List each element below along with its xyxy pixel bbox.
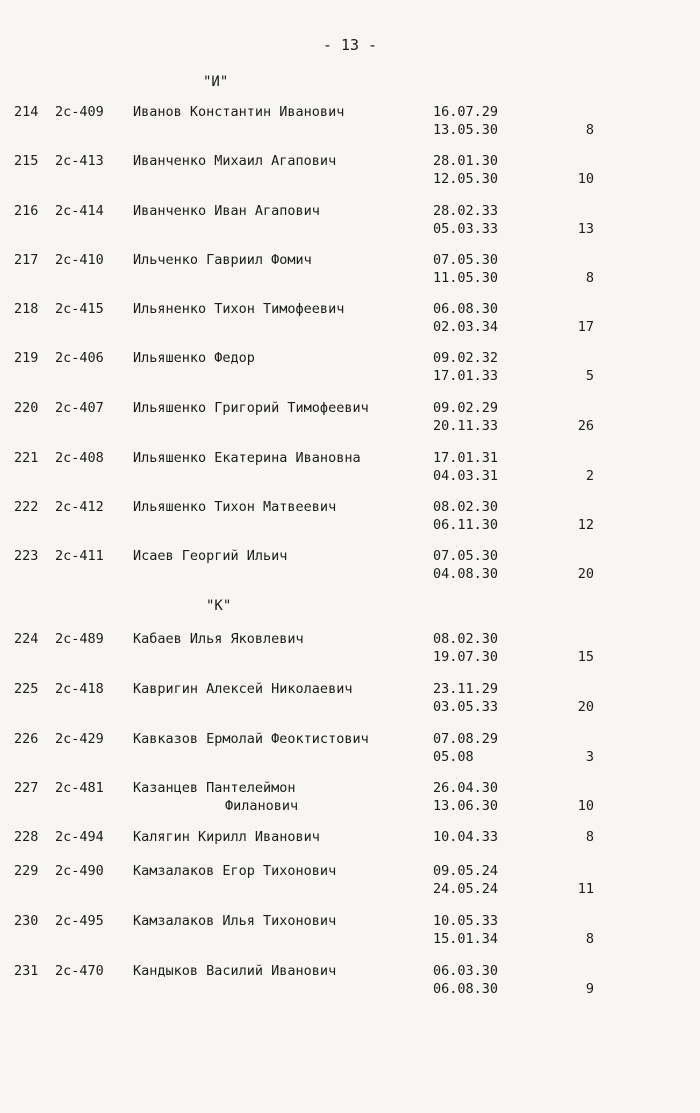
entry-code: 2с-418 (55, 681, 104, 697)
entry-code: 2с-470 (55, 963, 104, 979)
entry-end-date: 06.08.30 (433, 981, 499, 997)
entry-name: Кавригин Алексей Николаевич (133, 681, 353, 697)
entry-name: Ильяшенко Федор (133, 350, 255, 366)
entry-number: 216 (14, 203, 39, 219)
entry-start-date: 16.07.29 (433, 104, 499, 120)
list-item (0, 252, 700, 292)
entry-count: 8 (585, 270, 594, 286)
entry-code: 2с-413 (55, 153, 104, 169)
entry-start-date: 07.05.30 (433, 252, 499, 268)
list-item (0, 780, 700, 820)
entry-end-date: 04.03.31 (433, 468, 499, 484)
entry-code: 2с-407 (55, 400, 104, 416)
entry-start-date: 09.02.29 (433, 400, 499, 416)
entry-code: 2с-408 (55, 450, 104, 466)
entry-start-date: 17.01.31 (433, 450, 499, 466)
list-item (0, 153, 700, 193)
entry-name: Иванов Константин Иванович (133, 104, 345, 120)
entry-start-date: 06.08.30 (433, 301, 499, 317)
entry-start-date: 23.11.29 (433, 681, 499, 697)
entry-name-continuation: Филанович (225, 798, 299, 814)
entry-name: Иванченко Михаил Агапович (133, 153, 337, 169)
entry-code: 2с-415 (55, 301, 104, 317)
entry-end-date: 05.03.33 (433, 221, 499, 237)
entry-number: 217 (14, 252, 39, 268)
entry-count: 2 (585, 468, 594, 484)
list-item (0, 631, 700, 671)
entry-number: 231 (14, 963, 39, 979)
entry-start-date: 10.05.33 (433, 913, 499, 929)
entry-name: Ильяненко Тихон Тимофеевич (133, 301, 345, 317)
entry-count: 8 (585, 931, 594, 947)
entry-end-date: 15.01.34 (433, 931, 499, 947)
list-item (0, 499, 700, 539)
entry-count: 17 (577, 319, 594, 335)
entry-name: Ильченко Гавриил Фомич (133, 252, 312, 268)
page-number: - 13 - (322, 36, 378, 54)
entry-name: Кавказов Ермолай Феоктистович (133, 731, 369, 747)
list-item (0, 400, 700, 440)
entry-code: 2с-412 (55, 499, 104, 515)
entry-number: 215 (14, 153, 39, 169)
entry-count: 10 (577, 798, 594, 814)
entry-number: 224 (14, 631, 39, 647)
entry-number: 219 (14, 350, 39, 366)
entry-start-date: 08.02.30 (433, 631, 499, 647)
entry-code: 2с-481 (55, 780, 104, 796)
entry-count: 20 (577, 566, 594, 582)
entry-end-date: 17.01.33 (433, 368, 499, 384)
entry-code: 2с-429 (55, 731, 104, 747)
entry-end-date: 03.05.33 (433, 699, 499, 715)
list-item (0, 731, 700, 771)
list-item (0, 203, 700, 243)
entry-name: Ильяшенко Тихон Матвеевич (133, 499, 337, 515)
entry-count: 11 (577, 881, 594, 897)
entry-count: 20 (577, 699, 594, 715)
entry-end-date: 02.03.34 (433, 319, 499, 335)
entry-end-date: 06.11.30 (433, 517, 499, 533)
list-item (0, 963, 700, 1003)
entry-count: 3 (585, 749, 594, 765)
entry-number: 225 (14, 681, 39, 697)
entry-end-date: 19.07.30 (433, 649, 499, 665)
entry-name: Кандыков Василий Иванович (133, 963, 337, 979)
entry-end-date: 04.08.30 (433, 566, 499, 582)
entry-name: Исаев Георгий Ильич (133, 548, 288, 564)
entry-count: 8 (585, 122, 594, 138)
section-letter: "И" (203, 74, 229, 90)
entry-name: Иванченко Иван Агапович (133, 203, 320, 219)
entry-number: 218 (14, 301, 39, 317)
entry-name: Ильяшенко Григорий Тимофеевич (133, 400, 369, 416)
entry-number: 220 (14, 400, 39, 416)
entry-name: Казанцев Пантелеймон (133, 780, 296, 796)
entry-name: Камзалаков Илья Тихонович (133, 913, 337, 929)
entry-number: 223 (14, 548, 39, 564)
entry-end-date: 13.06.30 (433, 798, 499, 814)
entry-number: 230 (14, 913, 39, 929)
list-item (0, 548, 700, 588)
entry-end-date: 05.08 (433, 749, 474, 765)
entry-code: 2с-406 (55, 350, 104, 366)
entry-number: 227 (14, 780, 39, 796)
entry-count: 12 (577, 517, 594, 533)
entry-code: 2с-490 (55, 863, 104, 879)
entry-code: 2с-489 (55, 631, 104, 647)
entry-start-date: 06.03.30 (433, 963, 499, 979)
entry-count: 13 (577, 221, 594, 237)
entry-number: 214 (14, 104, 39, 120)
entry-count: 15 (577, 649, 594, 665)
entry-name: Кабаев Илья Яковлевич (133, 631, 304, 647)
entry-start-date: 07.05.30 (433, 548, 499, 564)
entry-number: 229 (14, 863, 39, 879)
entry-start-date: 28.01.30 (433, 153, 499, 169)
entry-end-date: 11.05.30 (433, 270, 499, 286)
entry-start-date: 28.02.33 (433, 203, 499, 219)
entry-number: 221 (14, 450, 39, 466)
entry-name: Ильяшенко Екатерина Ивановна (133, 450, 361, 466)
list-item (0, 863, 700, 903)
list-item (0, 681, 700, 721)
entry-name: Камзалаков Егор Тихонович (133, 863, 337, 879)
list-item (0, 450, 700, 490)
entry-end-date: 13.05.30 (433, 122, 499, 138)
entry-start-date: 10.04.33 (433, 829, 499, 845)
entry-start-date: 09.02.32 (433, 350, 499, 366)
entry-number: 228 (14, 829, 39, 845)
entry-count: 8 (585, 829, 594, 845)
entry-start-date: 07.08.29 (433, 731, 499, 747)
entry-count: 10 (577, 171, 594, 187)
entry-name: Калягин Кирилл Иванович (133, 829, 320, 845)
entry-count: 9 (585, 981, 594, 997)
entry-end-date: 20.11.33 (433, 418, 499, 434)
list-item (0, 350, 700, 390)
list-item (0, 301, 700, 341)
entry-code: 2с-494 (55, 829, 104, 845)
list-item (0, 104, 700, 144)
entry-end-date: 24.05.24 (433, 881, 499, 897)
list-item (0, 913, 700, 953)
entry-end-date: 12.05.30 (433, 171, 499, 187)
entry-start-date: 08.02.30 (433, 499, 499, 515)
entry-count: 26 (577, 418, 594, 434)
entry-start-date: 26.04.30 (433, 780, 499, 796)
entry-code: 2с-409 (55, 104, 104, 120)
entry-number: 226 (14, 731, 39, 747)
section-letter: "К" (206, 598, 232, 614)
entry-code: 2с-495 (55, 913, 104, 929)
entry-count: 5 (585, 368, 594, 384)
entry-code: 2с-411 (55, 548, 104, 564)
entry-start-date: 09.05.24 (433, 863, 499, 879)
entry-code: 2с-414 (55, 203, 104, 219)
entry-code: 2с-410 (55, 252, 104, 268)
entry-number: 222 (14, 499, 39, 515)
